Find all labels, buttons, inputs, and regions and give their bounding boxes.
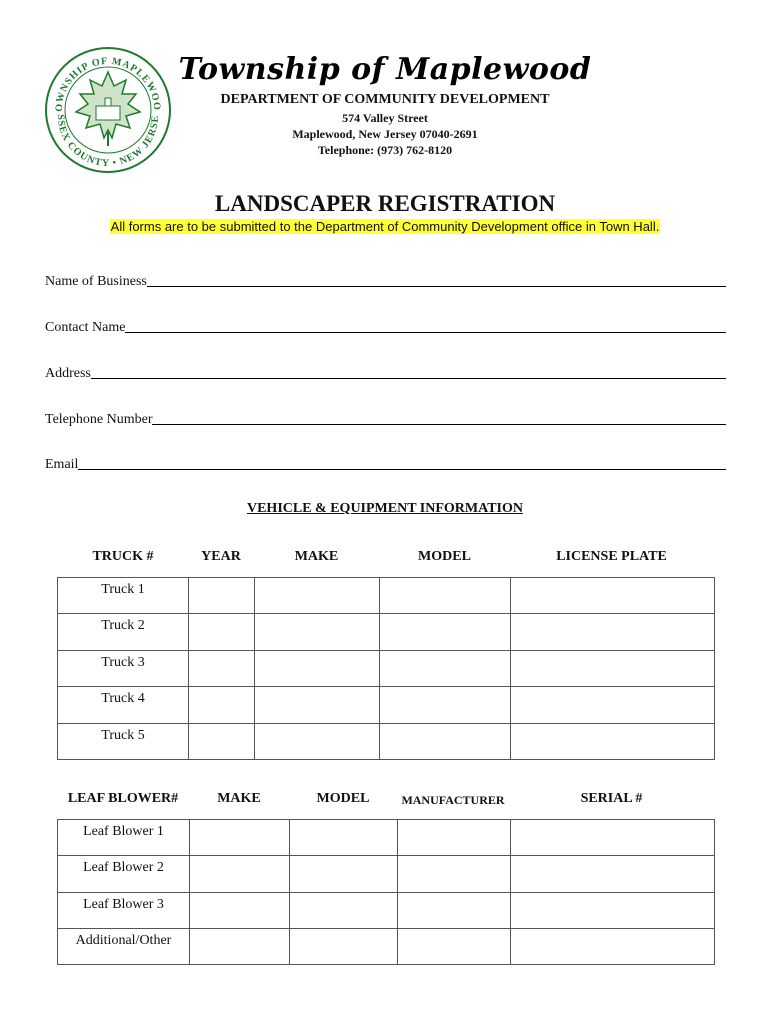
address-field[interactable]: [45, 360, 726, 382]
truck-col-header: TRUCK #: [92, 549, 154, 564]
township-title: Township of Maplewood: [178, 52, 592, 87]
seal-top-text: OWNSHIP OF MAPLEWOO: [53, 55, 163, 112]
table-cell[interactable]: [255, 614, 380, 651]
table-cell[interactable]: [511, 724, 715, 760]
table-cell[interactable]: [255, 651, 380, 687]
street-address: 574 Valley Street: [342, 111, 428, 125]
department-name: DEPARTMENT OF COMMUNITY DEVELOPMENT: [220, 92, 550, 107]
contact-name-field[interactable]: [45, 314, 726, 336]
table-cell[interactable]: [380, 614, 511, 651]
table-cell[interactable]: [255, 578, 380, 614]
table-row: [58, 724, 715, 760]
model-col-header: MODEL: [418, 549, 471, 564]
table-cell[interactable]: [380, 687, 511, 724]
notice-text: All forms are to be submitted to the Department of Community Development office in Town Hall.: [110, 219, 660, 234]
input-line[interactable]: [152, 424, 726, 425]
city-state-zip: Maplewood, New Jersey 07040-2691: [292, 127, 478, 141]
table-cell[interactable]: [290, 820, 398, 856]
table-cell[interactable]: [189, 578, 255, 614]
table-cell[interactable]: [189, 614, 255, 651]
telephone: Telephone: (973) 762-8120: [317, 143, 453, 157]
row-label: Additional/Other: [58, 929, 190, 965]
table-cell[interactable]: [290, 893, 398, 929]
input-line[interactable]: [91, 378, 726, 379]
serial-col-header: SERIAL #: [580, 791, 643, 806]
table-cell[interactable]: [511, 893, 715, 929]
table-cell[interactable]: [190, 929, 290, 965]
table-cell[interactable]: [511, 651, 715, 687]
table-cell[interactable]: [189, 687, 255, 724]
table-row: [58, 614, 715, 651]
table-cell[interactable]: [189, 651, 255, 687]
table-cell[interactable]: [380, 578, 511, 614]
table-cell[interactable]: [380, 724, 511, 760]
table-cell[interactable]: [255, 687, 380, 724]
row-label: Truck 1: [58, 578, 189, 614]
seal-bottom-text: SSEX COUNTY • NEW JERSE: [54, 114, 162, 170]
table-row: [58, 687, 715, 724]
table-cell[interactable]: [511, 820, 715, 856]
table-cell[interactable]: [190, 856, 290, 893]
table-row: [58, 856, 715, 893]
table-cell[interactable]: [290, 929, 398, 965]
input-line[interactable]: [147, 286, 726, 287]
table-cell[interactable]: [511, 614, 715, 651]
field-label: Contact Name: [45, 320, 126, 335]
table-cell[interactable]: [511, 687, 715, 724]
table-cell[interactable]: [398, 929, 511, 965]
telephone-field[interactable]: [45, 406, 726, 428]
business-name-field[interactable]: [45, 268, 726, 290]
table-cell[interactable]: [511, 578, 715, 614]
table-cell[interactable]: [190, 820, 290, 856]
table-cell[interactable]: [290, 856, 398, 893]
table-cell[interactable]: [511, 929, 715, 965]
truck-table: [57, 577, 715, 760]
row-label: Truck 3: [58, 651, 189, 687]
table-cell[interactable]: [398, 820, 511, 856]
table-cell[interactable]: [380, 651, 511, 687]
make-col-header: MAKE: [294, 549, 339, 564]
row-label: Leaf Blower 3: [58, 893, 190, 929]
table-cell[interactable]: [189, 724, 255, 760]
table-cell[interactable]: [511, 856, 715, 893]
manufacturer-col-header: MANUFACTURER: [401, 793, 505, 807]
row-label: Truck 5: [58, 724, 189, 760]
row-label: Truck 2: [58, 614, 189, 651]
field-label: Name of Business: [45, 274, 147, 289]
form-title: LANDSCAPER REGISTRATION: [214, 191, 556, 216]
input-line[interactable]: [78, 469, 726, 470]
blower-model-col-header: MODEL: [316, 791, 370, 806]
email-field[interactable]: [45, 451, 726, 473]
field-label: Address: [45, 366, 91, 381]
input-line[interactable]: [125, 332, 726, 333]
row-label: Leaf Blower 1: [58, 820, 190, 856]
table-row: [58, 893, 715, 929]
table-cell[interactable]: [398, 856, 511, 893]
table-row: [58, 578, 715, 614]
table-row: [58, 651, 715, 687]
leaf-blower-col-header: LEAF BLOWER#: [67, 791, 179, 806]
submission-notice: [0, 218, 770, 236]
section-heading: VEHICLE & EQUIPMENT INFORMATION: [246, 501, 523, 516]
table-row: [58, 820, 715, 856]
table-cell[interactable]: [190, 893, 290, 929]
table-cell[interactable]: [255, 724, 380, 760]
table-cell[interactable]: [398, 893, 511, 929]
field-label: Email: [45, 457, 79, 472]
row-label: Truck 4: [58, 687, 189, 724]
field-label: Telephone Number: [45, 412, 153, 427]
license-plate-col-header: LICENSE PLATE: [556, 549, 667, 564]
year-col-header: YEAR: [201, 549, 241, 564]
leaf-blower-table: [57, 819, 715, 965]
row-label: Leaf Blower 2: [58, 856, 190, 893]
blower-make-col-header: MAKE: [217, 791, 261, 806]
table-row: [58, 929, 715, 965]
